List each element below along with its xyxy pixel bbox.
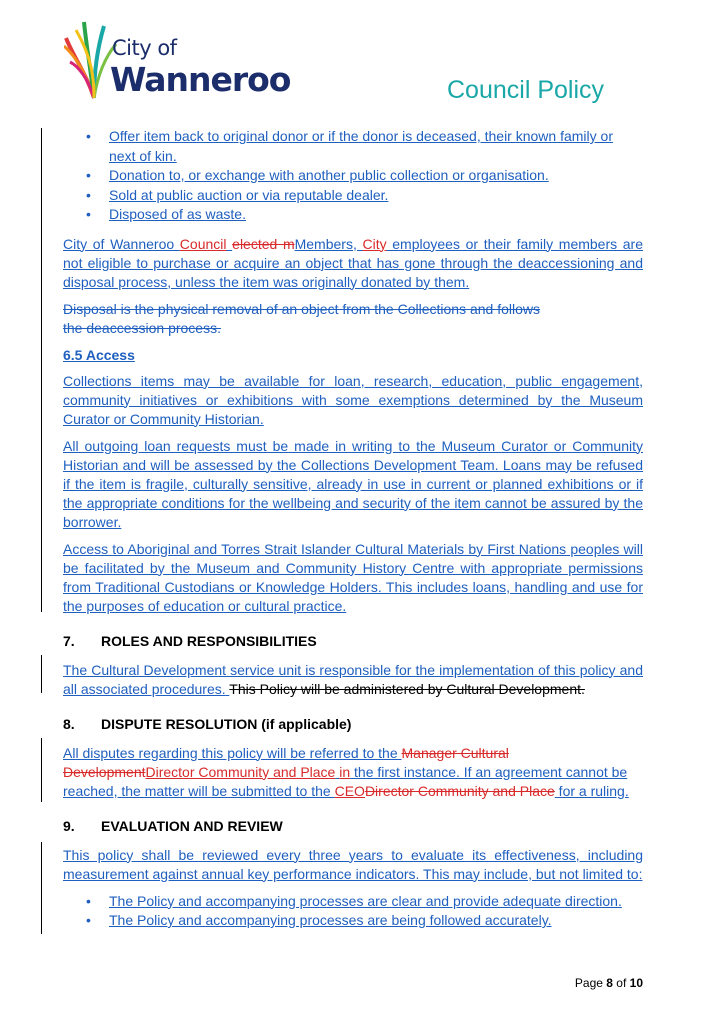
- change-bar: [41, 842, 42, 934]
- bullet-icon: •: [86, 912, 91, 928]
- change-bar: [41, 128, 42, 612]
- eligibility-paragraph: City of Wanneroo Council elected mMembers, City employees or their family members are not eligible to purchase or acquire an object that has gone through the deaccessioning and disposal process, unless the item was originally donated by them.: [63, 235, 644, 290]
- section-9-paragraph: This policy shall be reviewed every three years to evaluate its effectiveness, including measurement against annual key performance indicators. This may include, but not limited to:: [63, 846, 643, 882]
- bullet-icon: •: [86, 167, 91, 183]
- section-8-heading: 8. DISPUTE RESOLUTION (if applicable): [63, 715, 352, 732]
- evaluation-criteria-list: [63, 892, 643, 931]
- section-7-heading: 7. ROLES AND RESPONSIBILITIES: [63, 632, 317, 649]
- city-of-wanneroo-logo: [64, 18, 294, 102]
- section-9-heading: 9. EVALUATION AND REVIEW: [63, 817, 283, 834]
- access-paragraph-2: All outgoing loan requests must be made in writing to the Museum Curator or Community Historian and will be assessed by the Collections Development Team. Loans may be refused if the item is fragile, culturally sensitive, already in use in current or planned exhibitions or if the appropriate conditions for the wellbeing and security of the item cannot be assured by the borrower.: [63, 437, 643, 530]
- page-number-footer: Page 8 of 10: [574, 976, 643, 990]
- deleted-disposal-paragraph: Disposal is the physical removal of an object from the Collections and follows the deaccession process.: [63, 300, 541, 336]
- change-bar: [41, 738, 42, 802]
- list-item: • Donation to, or exchange with another public collection or organisation.: [63, 166, 643, 186]
- list-item: • Disposed of as waste.: [63, 205, 643, 225]
- access-paragraph-1: Collections items may be available for loan, research, education, public engagement, community initiatives or exhibitions with some exemptions determined by the Museum Curator or Community Historian.: [63, 372, 643, 427]
- list-item: • The Policy and accompanying processes are being followed accurately.: [63, 911, 643, 931]
- access-paragraph-3: Access to Aboriginal and Torres Strait Islander Cultural Materials by First Nations peoples will be facilitated by the Museum and Community History Centre with appropriate permissions from Traditional Custodians or Knowledge Holders. This includes loans, handling and use for the purposes of education or cultural practice.: [63, 540, 643, 614]
- bullet-icon: •: [86, 186, 91, 203]
- bullet-icon: •: [86, 206, 91, 222]
- bullet-icon: •: [86, 128, 91, 144]
- bullet-icon: •: [86, 892, 91, 909]
- change-bar: [41, 655, 42, 693]
- logo-city-of: City of: [112, 36, 177, 60]
- document-body: [63, 127, 643, 941]
- list-item: • Sold at public auction or via reputable dealer.: [63, 186, 643, 206]
- section-7-paragraph: The Cultural Development service unit is responsible for the implementation of this policy and all associated procedures. This Policy will be administered by Cultural Development.: [63, 661, 643, 697]
- disposal-options-list: [63, 127, 643, 225]
- logo-wanneroo: Wanneroo: [110, 60, 291, 99]
- access-subheading: 6.5 Access: [63, 346, 135, 363]
- section-8-paragraph: All disputes regarding this policy will be referred to the Manager Cultural DevelopmentDirector Community and Place in the first instance. If an agreement cannot be reached, the matter will be submitted to the CEODirector Community and Place for a ruling.: [63, 744, 629, 799]
- list-item: • The Policy and accompanying processes are clear and provide adequate direction.: [63, 892, 643, 912]
- document-type-header: Council Policy: [447, 76, 605, 104]
- list-item: • Offer item back to original donor or if the donor is deceased, their known family or next of kin.: [86, 128, 613, 164]
